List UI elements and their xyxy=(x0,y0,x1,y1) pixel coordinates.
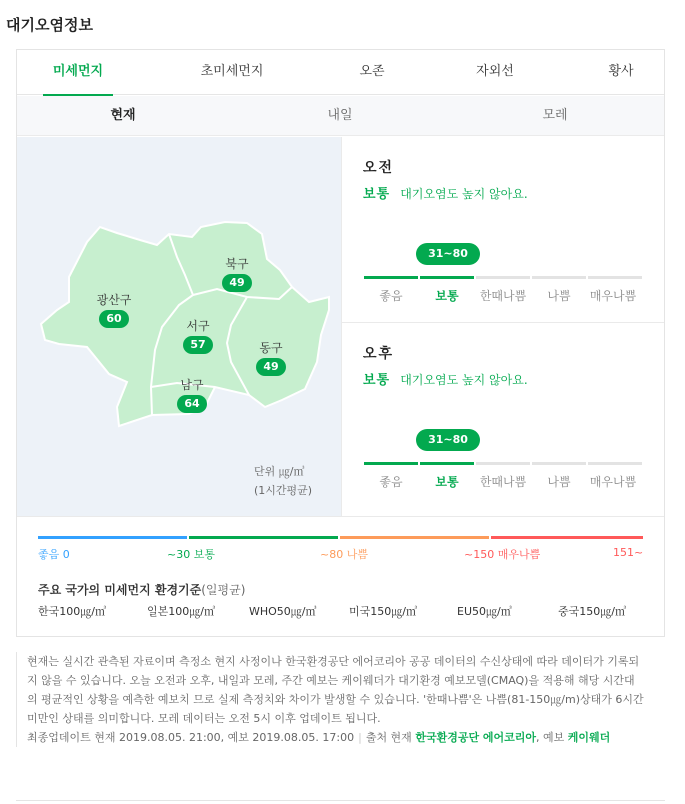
day-subtabs xyxy=(17,96,664,136)
district-value-badge: 60 xyxy=(99,310,129,328)
forecast-morning xyxy=(342,137,664,322)
tab-yellow-dust[interactable]: 황사 xyxy=(608,64,634,79)
scale-label: 한때나쁨 xyxy=(479,475,527,489)
forecast-period: 오후 xyxy=(363,346,395,362)
scale-segment xyxy=(588,276,642,279)
scale-segment xyxy=(588,462,642,465)
forecast-message: 대기오염도 높지 않아요. xyxy=(400,373,528,387)
legend-label-good: 좋음 0 xyxy=(38,548,70,561)
district-name: 광산구 xyxy=(96,293,132,307)
scale-label: 나쁨 xyxy=(547,289,571,303)
notice-body: 현재는 실시간 관측된 자료이며 측정소 현지 사정이나 한국환경공단 에어코리아 공공 데이터의 수신상태에 따라 데이터가 기록되지 않을 수 있습니다. 오늘 오전과 오후, 내일과 모레, 주간 예보는 케이웨더가 대기환경 예보모델(CMAQ)을 적용해 해당 시간대의 평균적인 상황을 예측한 예보치 므로 실제 측정치와 차이가 발생할 수 있습니다. '한때나쁨'은 나쁨(81-150㎍/m)상태가 6시간 미만인 상태를 의미합니다. 모레 데이터는 오전 5시 이후 업데이트 됩니다. xyxy=(27,655,644,725)
standards-subtitle: (일평균) xyxy=(201,583,246,597)
tab-uv[interactable]: 자외선 xyxy=(476,64,514,79)
forecast-range-badge: 31~80 xyxy=(416,243,480,265)
scale-segment xyxy=(364,276,418,279)
subtab-day-after[interactable]: 모레 xyxy=(542,108,568,123)
separator: | xyxy=(358,731,362,744)
subtab-now[interactable]: 현재 xyxy=(110,108,136,123)
source-mid: , 예보 xyxy=(536,731,565,744)
tab-pm25[interactable]: 초미세먼지 xyxy=(200,64,264,79)
scale-segment xyxy=(476,462,530,465)
forecast-status xyxy=(363,369,528,388)
notice-text xyxy=(16,652,644,747)
forecast-scale-bar xyxy=(364,276,644,279)
scale-segment xyxy=(476,276,530,279)
forecast-range-badge: 31~80 xyxy=(416,429,480,451)
unit-average-note: (1시간평균) xyxy=(254,484,313,497)
legend-label-normal: ~30 보통 xyxy=(167,548,215,561)
standard-who: WHO50㎍/㎥ xyxy=(249,605,317,618)
forecast-status xyxy=(363,183,528,202)
legend-label-very-bad: ~150 매우나쁨 xyxy=(464,548,541,561)
pm-legend xyxy=(17,516,664,636)
legend-bar-normal xyxy=(189,536,338,539)
tab-ozone[interactable]: 오존 xyxy=(359,64,385,79)
pollutant-tabs xyxy=(17,50,664,95)
standards-title-text: 주요 국가의 미세먼지 환경기준 xyxy=(38,583,202,597)
scale-label: 매우나쁨 xyxy=(589,475,637,489)
scale-label: 나쁨 xyxy=(547,475,571,489)
kweather-link[interactable]: 케이웨더 xyxy=(567,731,611,744)
district-name: 서구 xyxy=(186,319,210,333)
district-name: 남구 xyxy=(180,378,204,392)
district-gwangsan[interactable] xyxy=(84,293,144,328)
legend-label-bad: ~80 나쁨 xyxy=(320,548,368,561)
forecast-afternoon xyxy=(342,323,664,516)
district-name: 북구 xyxy=(225,257,249,271)
scale-label: 좋음 xyxy=(379,289,403,303)
notice-source xyxy=(27,728,644,747)
tab-pm10[interactable]: 미세먼지 xyxy=(43,50,113,95)
scale-label: 보통 xyxy=(435,475,459,489)
air-quality-panel xyxy=(16,49,665,637)
scale-segment xyxy=(364,462,418,465)
standard-korea: 한국100㎍/㎥ xyxy=(38,605,106,618)
forecast-message: 대기오염도 높지 않아요. xyxy=(400,187,528,201)
district-name: 동구 xyxy=(259,341,283,355)
page-title: 대기오염정보 xyxy=(6,16,93,34)
forecast-level: 보통 xyxy=(363,373,391,388)
legend-label-max: 151~ xyxy=(613,546,644,559)
standard-japan: 일본100㎍/㎥ xyxy=(147,605,215,618)
bottom-divider xyxy=(16,800,665,801)
district-value-badge: 49 xyxy=(222,274,252,292)
scale-label: 한때나쁨 xyxy=(479,289,527,303)
scale-label: 보통 xyxy=(435,289,459,303)
forecast-scale-bar xyxy=(364,462,644,465)
legend-bar-bad xyxy=(340,536,489,539)
district-value-badge: 57 xyxy=(183,336,213,354)
district-value-badge: 64 xyxy=(177,395,207,413)
standard-usa: 미국150㎍/㎥ xyxy=(349,605,417,618)
airkorea-link[interactable]: 한국환경공단 에어코리아 xyxy=(415,731,537,744)
unit-note xyxy=(254,462,312,500)
standards-title xyxy=(38,581,245,598)
district-nam[interactable] xyxy=(162,378,222,413)
district-map xyxy=(17,137,341,516)
scale-segment xyxy=(420,462,474,465)
district-value-badge: 49 xyxy=(256,358,286,376)
scale-segment xyxy=(532,462,586,465)
scale-label: 매우나쁨 xyxy=(589,289,637,303)
scale-label: 좋음 xyxy=(379,475,403,489)
scale-segment xyxy=(532,276,586,279)
unit-label: 단위 ㎍/㎥ xyxy=(254,465,305,478)
district-buk[interactable] xyxy=(207,257,267,292)
district-seo[interactable] xyxy=(168,319,228,354)
standard-eu: EU50㎍/㎥ xyxy=(457,605,512,618)
subtab-tomorrow[interactable]: 내일 xyxy=(327,108,353,123)
scale-segment xyxy=(420,276,474,279)
source-prefix: 출처 현재 xyxy=(365,731,412,744)
forecast-level: 보통 xyxy=(363,187,391,202)
forecast-period: 오전 xyxy=(363,160,395,176)
legend-bar-good xyxy=(38,536,187,539)
standard-china: 중국150㎍/㎥ xyxy=(558,605,626,618)
district-dong[interactable] xyxy=(241,341,301,376)
update-time: 최종업데이트 현재 2019.08.05. 21:00, 예보 2019.08.05. 17:00 xyxy=(27,731,355,744)
legend-bar-very-bad xyxy=(491,536,643,539)
